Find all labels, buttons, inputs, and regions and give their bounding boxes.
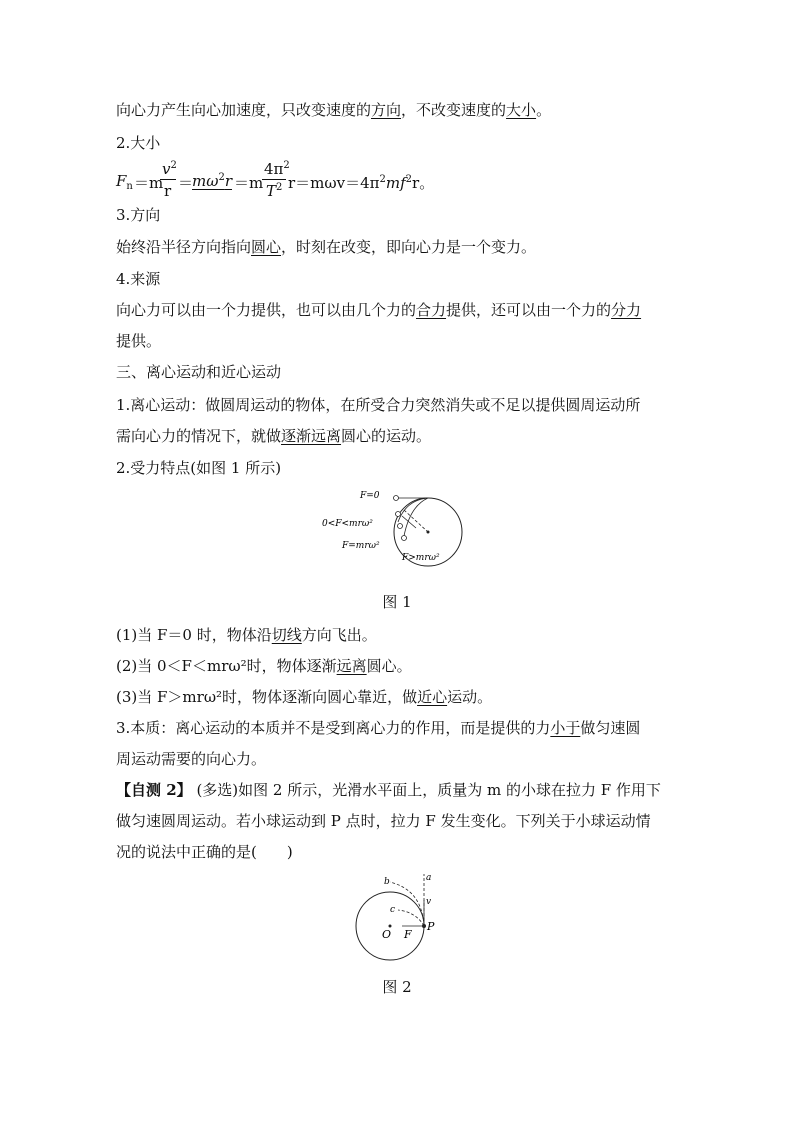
formula-eq2: ＝: [178, 174, 194, 192]
text-line-case-3: (3)当 F＞mrω²时，物体逐渐向圆心靠近，做近心运动。: [116, 688, 493, 706]
label-c: c: [390, 905, 396, 915]
answer-component: 分力: [611, 301, 642, 319]
label-P: P: [427, 920, 435, 933]
answer-tangent: 切线: [271, 626, 302, 644]
path-b: [390, 882, 424, 926]
formula-tail: $r=m\omega v=4\pi^2mf^2r$。: [288, 174, 435, 192]
text-line-force-features: 2.受力特点(如图 1 所示): [116, 459, 282, 477]
text-line-source: 向心力可以由一个力提供，也可以由几个力的合力提供，还可以由一个力的分力: [116, 301, 642, 319]
answer-mw2r: $m\omega^2r$: [192, 172, 233, 190]
answer-center: 圆心: [251, 238, 282, 256]
label-a: a: [426, 873, 432, 883]
label-f0: F=0: [360, 491, 380, 501]
label-F: F: [404, 928, 412, 941]
figure-1-caption: 图 1: [382, 593, 412, 611]
formula-fn: $F_n$: [116, 172, 133, 192]
text-line-centrifugal-2: 需向心力的情况下，就做逐渐远离圆心的运动。: [116, 427, 432, 445]
formula-4pi2: $4\pi^2$: [264, 160, 290, 178]
question-line-3: 况的说法中正确的是( ): [116, 843, 293, 861]
answer-away: 远离: [336, 657, 367, 675]
answer-moving-away: 逐渐远离: [281, 427, 342, 445]
question-line-1: 【自测 2】 (多选)如图 2 所示，光滑水平面上，质量为 m 的小球在拉力 F 作用下: [116, 781, 661, 799]
ball-3: [398, 524, 403, 529]
answer-resultant: 合力: [416, 301, 447, 319]
figure-2-diagram: [350, 868, 450, 968]
path-c: [398, 910, 424, 926]
label-f-gt: F>mrω²: [402, 553, 440, 563]
label-O: O: [382, 928, 392, 941]
label-f-between: 0<F<mrω²: [322, 519, 373, 529]
ball-1: [394, 496, 399, 501]
question-tag: 【自测 2】: [116, 781, 192, 799]
path-curve-2: [404, 498, 428, 536]
figure-1-diagram: [318, 486, 478, 568]
answer-less-than: 小于: [550, 719, 581, 737]
text-line-centrifugal: 1.离心运动：做圆周运动的物体，在所受合力突然消失或不足以提供圆周运动所: [116, 396, 641, 414]
fraction-bar: [160, 179, 176, 180]
label-b: b: [384, 877, 390, 887]
formula-T2: $T^2$: [266, 182, 283, 200]
text-line-case-2: (2)当 0＜F＜mrω²时，物体逐渐远离圆心。: [116, 657, 412, 675]
text-line-essence-2: 周运动需要的向心力。: [116, 750, 267, 768]
text-span: ，不改变速度的: [401, 101, 507, 119]
text-line-case-1: (1)当 F＝0 时，物体沿切线方向飞出。: [116, 626, 377, 644]
heading-size: 2.大小: [116, 134, 161, 152]
heading-direction: 3.方向: [116, 206, 161, 224]
answer-direction: 方向: [371, 101, 402, 119]
formula-eq1: ＝m: [134, 174, 164, 192]
fraction-bar: [262, 179, 286, 180]
ball-4: [402, 536, 407, 541]
heading-source: 4.来源: [116, 270, 161, 288]
formula-r: r: [164, 182, 172, 200]
answer-magnitude: 大小: [506, 101, 537, 119]
label-v: v: [426, 897, 432, 907]
section-heading-3: 三、离心运动和近心运动: [116, 363, 282, 381]
text-span: 。: [536, 101, 552, 119]
label-f-eq: F=mrω²: [342, 541, 380, 551]
figure-2-caption: 图 2: [382, 978, 412, 996]
formula-eq3: ＝m: [234, 174, 264, 192]
text-line-essence: 3.本质：离心运动的本质并不是受到离心力的作用，而是提供的力小于做匀速圆: [116, 719, 641, 737]
ball-P: [422, 924, 426, 928]
text-line-source-2: 提供。: [116, 332, 162, 350]
ball-2: [396, 512, 401, 517]
text-span: 向心力产生向心加速度，只改变速度的: [116, 101, 372, 119]
answer-centripetal: 近心: [417, 688, 448, 706]
text-line-direction: 始终沿半径方向指向圆心，时刻在改变，即向心力是一个变力。: [116, 238, 537, 256]
text-line-1: [116, 100, 551, 120]
force-arrow: [402, 516, 416, 528]
formula-v2: $v^2$: [162, 160, 177, 178]
question-line-2: 做匀速圆周运动。若小球运动到 P 点时，拉力 F 发生变化。下列关于小球运动情: [116, 812, 651, 830]
